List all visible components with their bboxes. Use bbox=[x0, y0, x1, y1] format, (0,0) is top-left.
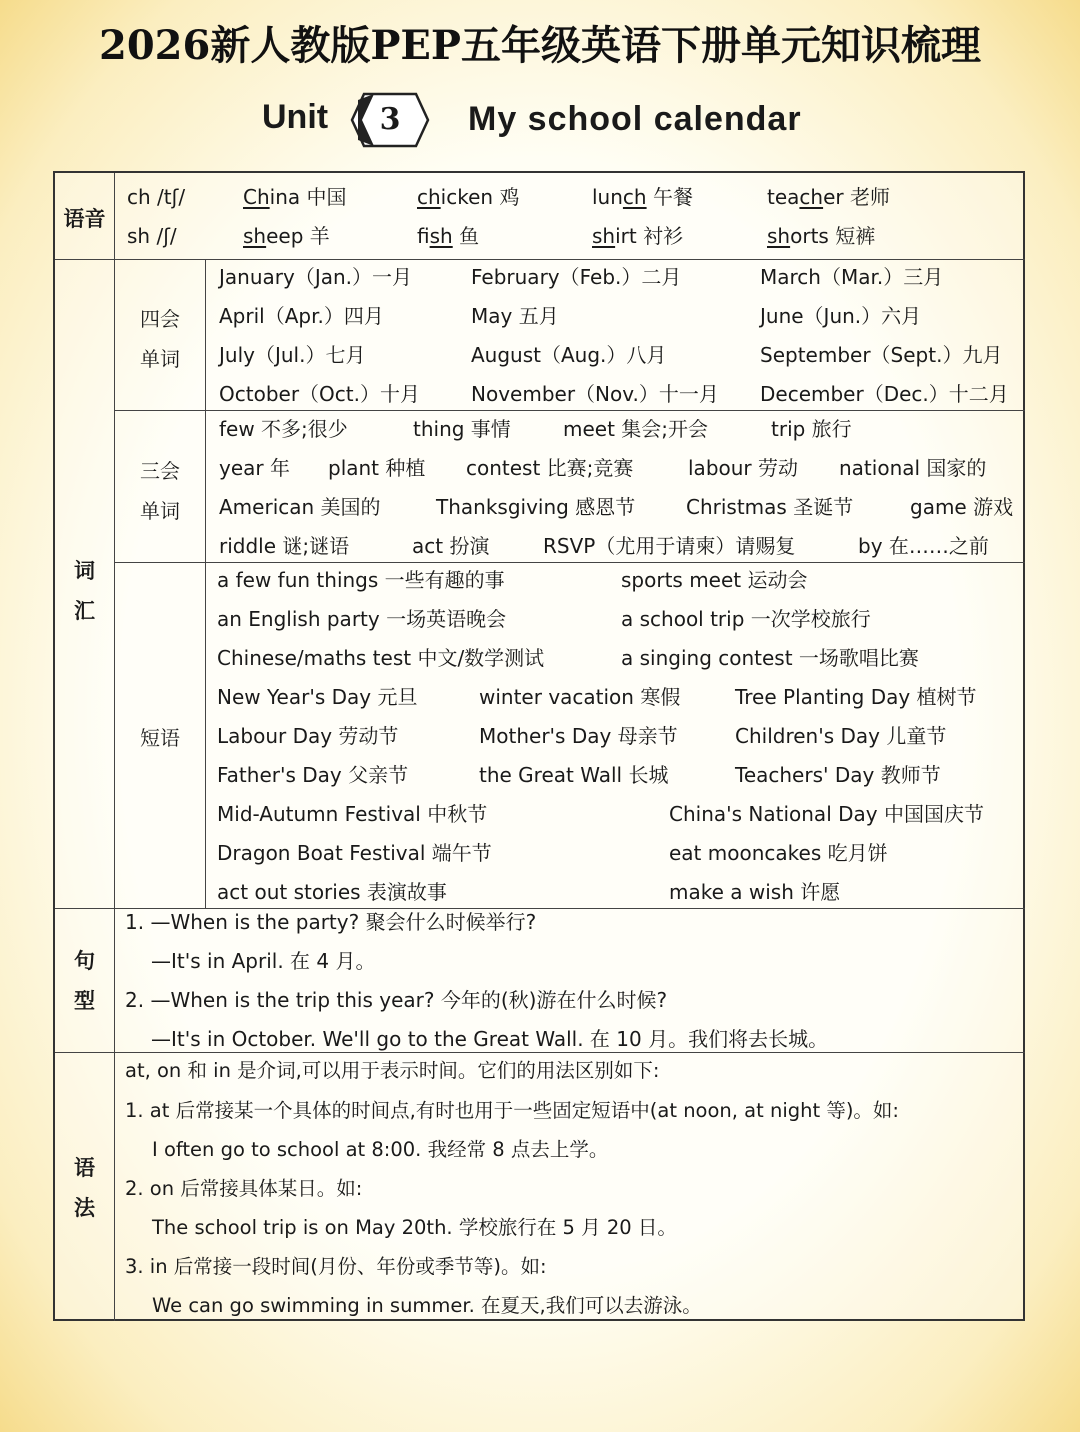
vocab-word: December（Dec.）十二月 bbox=[760, 382, 1009, 406]
vocab-word: June（Jun.）六月 bbox=[760, 304, 922, 328]
vocab-word: trip 旅行 bbox=[771, 417, 852, 441]
phonics-word bbox=[592, 224, 683, 248]
three-skills-label-1: 三会 bbox=[140, 459, 180, 483]
vocab-word: RSVP（尤用于请柬）请赐复 bbox=[543, 534, 796, 558]
phrase: Teachers' Day 教师节 bbox=[735, 763, 941, 787]
vocab-word: July（Jul.）七月 bbox=[219, 343, 366, 367]
grammar-label-2: 法 bbox=[74, 1195, 95, 1220]
phonics-rest: icken bbox=[440, 185, 494, 209]
grammar-label-1: 语 bbox=[74, 1155, 95, 1180]
sentences-label-2: 型 bbox=[74, 988, 95, 1013]
phonics-cn: 羊 bbox=[309, 224, 330, 248]
unit-title: My school calendar bbox=[468, 100, 802, 138]
phonics-label: 语音 bbox=[63, 206, 106, 231]
vocab-word: labour 劳动 bbox=[688, 456, 798, 480]
phonics-word bbox=[243, 224, 330, 248]
phrase: Tree Planting Day 植树节 bbox=[735, 685, 977, 709]
phonics-cn: 老师 bbox=[849, 185, 890, 209]
phonics-rest: ina bbox=[269, 185, 301, 209]
phrase: New Year's Day 元旦 bbox=[217, 685, 418, 709]
four-skills-label-1: 四会 bbox=[140, 307, 180, 331]
phrase: China's National Day 中国国庆节 bbox=[669, 802, 984, 826]
phrase: Mother's Day 母亲节 bbox=[479, 724, 678, 748]
phonics-rest: eep bbox=[266, 224, 304, 248]
row-divider-sentences bbox=[55, 1052, 1025, 1053]
sentence-line: —It's in April. 在 4 月。 bbox=[151, 949, 376, 973]
phrase: Chinese/maths test 中文/数学测试 bbox=[217, 646, 545, 670]
vocab-word: game 游戏 bbox=[910, 495, 1014, 519]
sentence-line: 1. —When is the party? 聚会什么时候举行? bbox=[125, 910, 537, 934]
phonics-rest: irt bbox=[615, 224, 637, 248]
phonics-cn: 短裤 bbox=[835, 224, 876, 248]
grammar-line: I often go to school at 8:00. 我经常 8 点去上学。 bbox=[152, 1138, 609, 1161]
vocab-word: Christmas 圣诞节 bbox=[686, 495, 854, 519]
grammar-line: 1. at 后常接某一个具体的时间点,有时也用于一些固定短语中(at noon, at night 等)。如: bbox=[125, 1099, 900, 1122]
vocab-word: contest 比赛;竞赛 bbox=[466, 456, 634, 480]
vocab-word: few 不多;很少 bbox=[219, 417, 348, 441]
vocab-word: October（Oct.）十月 bbox=[219, 382, 420, 406]
phonics-prefix: lun bbox=[592, 185, 623, 209]
phonics-underlined: ch bbox=[417, 185, 441, 209]
phrase: an English party 一场英语晚会 bbox=[217, 607, 507, 631]
grammar-line: We can go swimming in summer. 在夏天,我们可以去游泳。 bbox=[152, 1294, 702, 1317]
sub-label-divider bbox=[205, 260, 206, 908]
vocab-word: American 美国的 bbox=[219, 495, 381, 519]
phonics-word bbox=[417, 224, 479, 248]
phrase: Father's Day 父亲节 bbox=[217, 763, 409, 787]
three-skills-label bbox=[115, 451, 205, 531]
phrase: make a wish 许愿 bbox=[669, 880, 841, 904]
phonics-cn: 鸡 bbox=[499, 185, 520, 209]
vocab-word: thing 事情 bbox=[413, 417, 511, 441]
vocab-word: March（Mar.）三月 bbox=[760, 265, 944, 289]
phonics-cn: 中国 bbox=[306, 185, 347, 209]
row-divider-three bbox=[114, 562, 1025, 563]
phonics-underlined: ch bbox=[799, 185, 824, 209]
phrase: Dragon Boat Festival 端午节 bbox=[217, 841, 492, 865]
phrase: eat mooncakes 吃月饼 bbox=[669, 841, 888, 865]
phrase: Labour Day 劳动节 bbox=[217, 724, 399, 748]
phonics-rest: orts bbox=[790, 224, 829, 248]
phrase: a singing contest 一场歌唱比赛 bbox=[621, 646, 919, 670]
phrases-label: 短语 bbox=[140, 726, 180, 750]
phonics-underlined: Ch bbox=[243, 185, 270, 209]
vocab-label-text: 词汇 bbox=[74, 558, 95, 623]
vocab-word: national 国家的 bbox=[839, 456, 987, 480]
phonics-word bbox=[243, 185, 347, 209]
phrase: Children's Day 儿童节 bbox=[735, 724, 947, 748]
sentences-label-1: 句 bbox=[74, 948, 95, 973]
phonics-underlined: sh bbox=[243, 224, 267, 248]
vocab-word: May 五月 bbox=[471, 304, 559, 328]
phonics-prefix: fi bbox=[417, 224, 430, 248]
page-title: 2026新人教版PEP五年级英语下册单元知识梳理 bbox=[99, 22, 981, 69]
phrase: act out stories 表演故事 bbox=[217, 880, 447, 904]
phrase: a school trip 一次学校旅行 bbox=[621, 607, 871, 631]
vocab-word: September（Sept.）九月 bbox=[760, 343, 1003, 367]
vocab-word: April（Apr.）四月 bbox=[219, 304, 384, 328]
phonics-word bbox=[767, 224, 875, 248]
vocab-label bbox=[55, 551, 114, 631]
vocab-word: November（Nov.）十一月 bbox=[471, 382, 719, 406]
knowledge-table bbox=[53, 171, 1025, 1321]
unit-heading bbox=[0, 92, 1080, 152]
grammar-line: The school trip is on May 20th. 学校旅行在 5 月 20 日。 bbox=[152, 1216, 677, 1239]
three-skills-label-2: 单词 bbox=[140, 499, 180, 523]
vocab-word: February（Feb.）二月 bbox=[471, 265, 682, 289]
grammar-line: 3. in 后常接一段时间(月份、年份或季节等)。如: bbox=[125, 1255, 547, 1278]
phonics-sound-ch: ch /tʃ/ bbox=[127, 185, 186, 209]
sentences-label bbox=[55, 941, 114, 1021]
row-divider-four bbox=[114, 410, 1025, 411]
phonics-cn: 鱼 bbox=[459, 224, 480, 248]
phonics-rest: er bbox=[823, 185, 844, 209]
sentence-line: —It's in October. We'll go to the Great Wall. 在 10 月。我们将去长城。 bbox=[151, 1027, 829, 1051]
unit-word: Unit bbox=[262, 98, 329, 136]
unit-number: 3 bbox=[379, 102, 401, 137]
row-divider-phonics bbox=[55, 259, 1025, 260]
vocab-word: January（Jan.）一月 bbox=[219, 265, 413, 289]
phonics-underlined: sh bbox=[429, 224, 453, 248]
grammar-line: 2. on 后常接具体某日。如: bbox=[125, 1177, 363, 1200]
vocab-word: riddle 谜;谜语 bbox=[219, 534, 350, 558]
phonics-underlined: sh bbox=[592, 224, 616, 248]
phrase: a few fun things 一些有趣的事 bbox=[217, 568, 505, 592]
grammar-line: at, on 和 in 是介词,可以用于表示时间。它们的用法区别如下: bbox=[125, 1059, 660, 1082]
phrase: winter vacation 寒假 bbox=[479, 685, 681, 709]
phrase: the Great Wall 长城 bbox=[479, 763, 669, 787]
phonics-underlined: sh bbox=[767, 224, 791, 248]
vocab-word: August（Aug.）八月 bbox=[471, 343, 667, 367]
phonics-word bbox=[592, 185, 693, 209]
phonics-cn: 午餐 bbox=[652, 185, 693, 209]
four-skills-label bbox=[115, 299, 205, 379]
phonics-cn: 衬衫 bbox=[643, 224, 684, 248]
phonics-word bbox=[417, 185, 519, 209]
sentence-line: 2. —When is the trip this year? 今年的(秋)游在什么时候? bbox=[125, 988, 668, 1012]
phrase: Mid-Autumn Festival 中秋节 bbox=[217, 802, 488, 826]
phonics-sound-sh: sh /ʃ/ bbox=[127, 224, 177, 248]
grammar-label bbox=[55, 1148, 114, 1228]
vocab-word: Thanksgiving 感恩节 bbox=[436, 495, 636, 519]
phonics-word bbox=[767, 185, 890, 209]
vocab-word: plant 种植 bbox=[328, 456, 426, 480]
row-divider-vocab bbox=[55, 908, 1025, 909]
phonics-prefix: tea bbox=[767, 185, 800, 209]
phonics-underlined: ch bbox=[622, 185, 647, 209]
phrase: sports meet 运动会 bbox=[621, 568, 808, 592]
vocab-word: act 扮演 bbox=[412, 534, 490, 558]
vocab-word: by 在……之前 bbox=[858, 534, 989, 558]
four-skills-label-2: 单词 bbox=[140, 347, 180, 371]
vocab-word: meet 集会;开会 bbox=[563, 417, 709, 441]
vocab-word: year 年 bbox=[219, 456, 290, 480]
